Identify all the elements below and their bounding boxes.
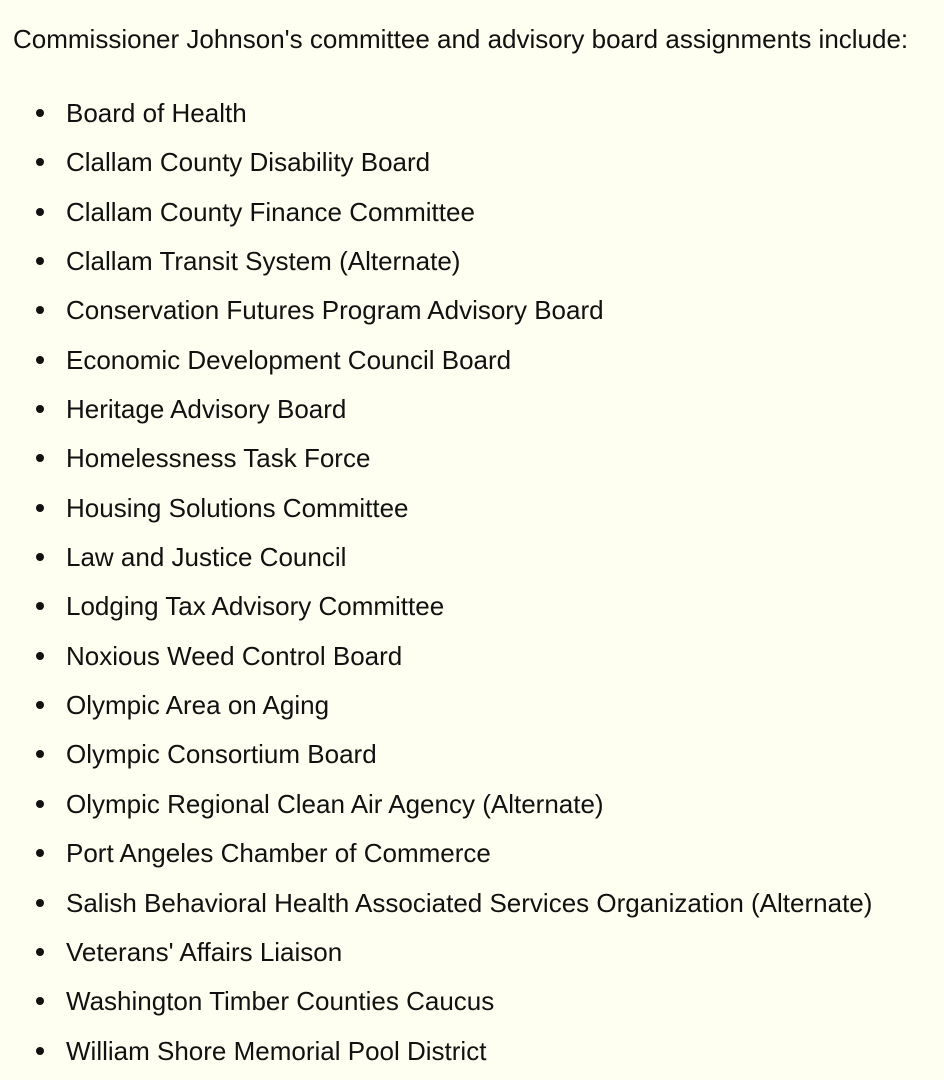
list-item-label: Homelessness Task Force	[66, 443, 371, 474]
bullet-icon	[36, 1047, 44, 1055]
bullet-icon	[36, 553, 44, 561]
bullet-icon	[36, 158, 44, 166]
list-item-label: Clallam Transit System (Alternate)	[66, 246, 461, 277]
list-item-label: Noxious Weed Control Board	[66, 640, 403, 671]
bullet-icon	[36, 405, 44, 413]
list-item-label: Clallam County Disability Board	[66, 147, 431, 178]
list-item-label: Olympic Regional Clean Air Agency (Alternate)	[66, 788, 604, 819]
list-item-label: Veterans' Affairs Liaison	[66, 936, 343, 967]
bullet-icon	[36, 257, 44, 265]
bullet-icon	[36, 701, 44, 709]
list-item-label: Law and Justice Council	[66, 542, 347, 573]
list-item-label: Board of Health	[66, 98, 247, 128]
bullet-icon	[36, 504, 44, 512]
bullet-icon	[36, 208, 44, 216]
list-item-label: Olympic Area on Aging	[66, 690, 330, 721]
list-item-label: William Shore Memorial Pool District	[66, 1035, 487, 1066]
bullet-icon	[36, 750, 44, 758]
bullet-icon	[36, 899, 44, 907]
bullet-icon	[36, 109, 44, 117]
list-item-label: Heritage Advisory Board	[66, 394, 347, 425]
list-item-label: Lodging Tax Advisory Committee	[66, 591, 445, 622]
list-item-label: Economic Development Council Board	[66, 344, 512, 375]
list-item-label: Washington Timber Counties Caucus	[66, 986, 495, 1017]
list-item-label: Conservation Futures Program Advisory Board	[66, 295, 604, 326]
bullet-icon	[36, 849, 44, 857]
bullet-icon	[36, 997, 44, 1005]
bullet-icon	[36, 602, 44, 610]
intro-text: Commissioner Johnson's committee and advisory board assignments include:	[13, 24, 909, 54]
list-item-label: Olympic Consortium Board	[66, 739, 377, 770]
list-item-label: Salish Behavioral Health Associated Services Organization (Alternate)	[66, 887, 873, 918]
bullet-icon	[36, 948, 44, 956]
list-item-label: Clallam County Finance Committee	[66, 196, 475, 227]
bullet-icon	[36, 800, 44, 808]
bullet-icon	[36, 356, 44, 364]
bullet-icon	[36, 454, 44, 462]
bullet-icon	[36, 306, 44, 314]
list-item-label: Housing Solutions Committee	[66, 492, 409, 523]
bullet-icon	[36, 652, 44, 660]
list-item-label: Port Angeles Chamber of Commerce	[66, 838, 491, 869]
